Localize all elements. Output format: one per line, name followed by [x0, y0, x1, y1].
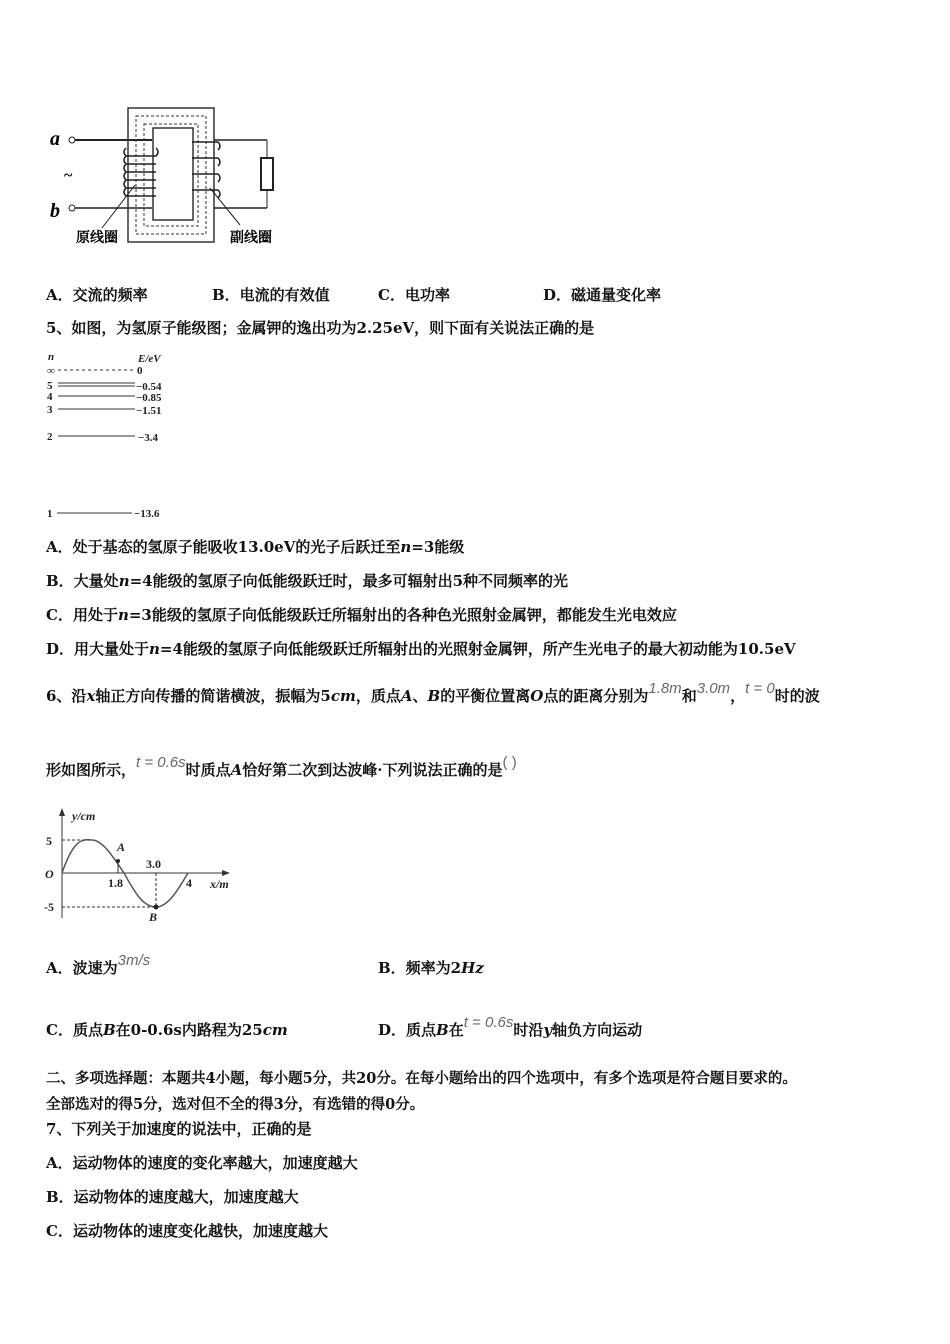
svg-text:0: 0 [137, 365, 143, 377]
svg-text:3: 3 [47, 404, 53, 416]
wave-graph [40, 800, 250, 925]
svg-text:3.0: 3.0 [146, 857, 161, 871]
svg-text:−1.51: −1.51 [136, 405, 162, 417]
q4-option-d: D．磁通量变化率 [543, 286, 662, 304]
svg-text:−3.4: −3.4 [138, 432, 159, 444]
svg-text:a: a [50, 128, 60, 150]
q7-option-b: B．运动物体的速度越大，加速度越大 [46, 1188, 299, 1206]
svg-text:O: O [45, 867, 54, 881]
section2-instructions-line1: 二、多项选择题：本题共4小题，每小题5分，共20分。在每小题给出的四个选项中，有多个选项是符合题目要求的。 [46, 1070, 797, 1087]
svg-text:原线圈: 原线圈 [76, 231, 118, 246]
q6-option-c: C．质点B在0-0.6s内路程为25cm [46, 1021, 288, 1039]
svg-text:-5: -5 [44, 900, 54, 914]
svg-text:1.8: 1.8 [108, 876, 123, 890]
q4-option-b: B．电流的有效值 [212, 286, 330, 304]
q7-option-c: C．运动物体的速度变化越快，加速度越大 [46, 1222, 328, 1240]
svg-text:2: 2 [47, 431, 53, 443]
q6-option-d: D．质点B在t = 0.6s时沿y轴负方向运动 [378, 1014, 643, 1039]
q5-option-b: B．大量处n=4能级的氢原子向低能级跃迁时，最多可辐射出5种不同频率的光 [46, 572, 569, 590]
q5-option-c: C．用处于n=3能级的氢原子向低能级跃迁所辐射出的各种色光照射金属钾，都能发生光电效应 [46, 606, 677, 624]
svg-text:∞: ∞ [47, 365, 55, 377]
svg-text:−0.54: −0.54 [136, 381, 162, 393]
q6-stem-line1: 6、沿x轴正方向传播的简谐横波，振幅为5cm，质点A、B的平衡位置离O点的距离分别为1.8m和3.0m，t = 0时的波 [46, 680, 820, 705]
q7-option-a: A．运动物体的速度的变化率越大，加速度越大 [46, 1154, 358, 1172]
svg-text:−13.6: −13.6 [134, 508, 160, 520]
q5-stem: 5、如图，为氢原子能级图；金属钾的逸出功为2.25eV，则下面有关说法正确的是 [46, 319, 595, 337]
q7-stem: 7、下列关于加速度的说法中，正确的是 [46, 1120, 312, 1138]
svg-text:A: A [117, 840, 126, 854]
energy-level-diagram [40, 345, 190, 525]
svg-text:~: ~ [64, 167, 73, 184]
svg-text:5: 5 [47, 380, 53, 392]
q6-stem-line2: 形如图所示，t = 0.6s时质点A恰好第二次到达波峰·下列说法正确的是( ) [46, 754, 517, 779]
q4-option-a: A．交流的频率 [46, 286, 148, 304]
svg-text:1: 1 [47, 508, 53, 520]
svg-text:−0.85: −0.85 [136, 392, 162, 404]
svg-text:x/m: x/m [210, 877, 229, 891]
q5-option-a: A．处于基态的氢原子能吸收13.0eV的光子后跃迁至n=3能级 [46, 538, 465, 556]
q6-option-a: A．波速为3m/s [46, 952, 151, 977]
svg-text:4: 4 [186, 876, 192, 890]
svg-text:E/eV: E/eV [138, 353, 161, 365]
svg-text:y/cm: y/cm [72, 809, 96, 823]
svg-text:副线圈: 副线圈 [230, 231, 272, 246]
svg-text:B: B [149, 910, 158, 924]
svg-text:b: b [50, 200, 60, 222]
q4-option-c: C．电功率 [378, 286, 450, 304]
q6-option-b: B．频率为2Hz [378, 959, 484, 977]
svg-text:4: 4 [47, 391, 53, 403]
transformer-diagram [40, 100, 290, 250]
q5-option-d: D．用大量处于n=4能级的氢原子向低能级跃迁所辐射出的光照射金属钾，所产生光电子的最大初动能为10.5eV [46, 640, 796, 658]
svg-text:5: 5 [46, 834, 52, 848]
section2-instructions-line2: 全部选对的得5分，选对但不全的得3分，有选错的得0分。 [46, 1096, 425, 1113]
svg-text:n: n [48, 351, 55, 363]
